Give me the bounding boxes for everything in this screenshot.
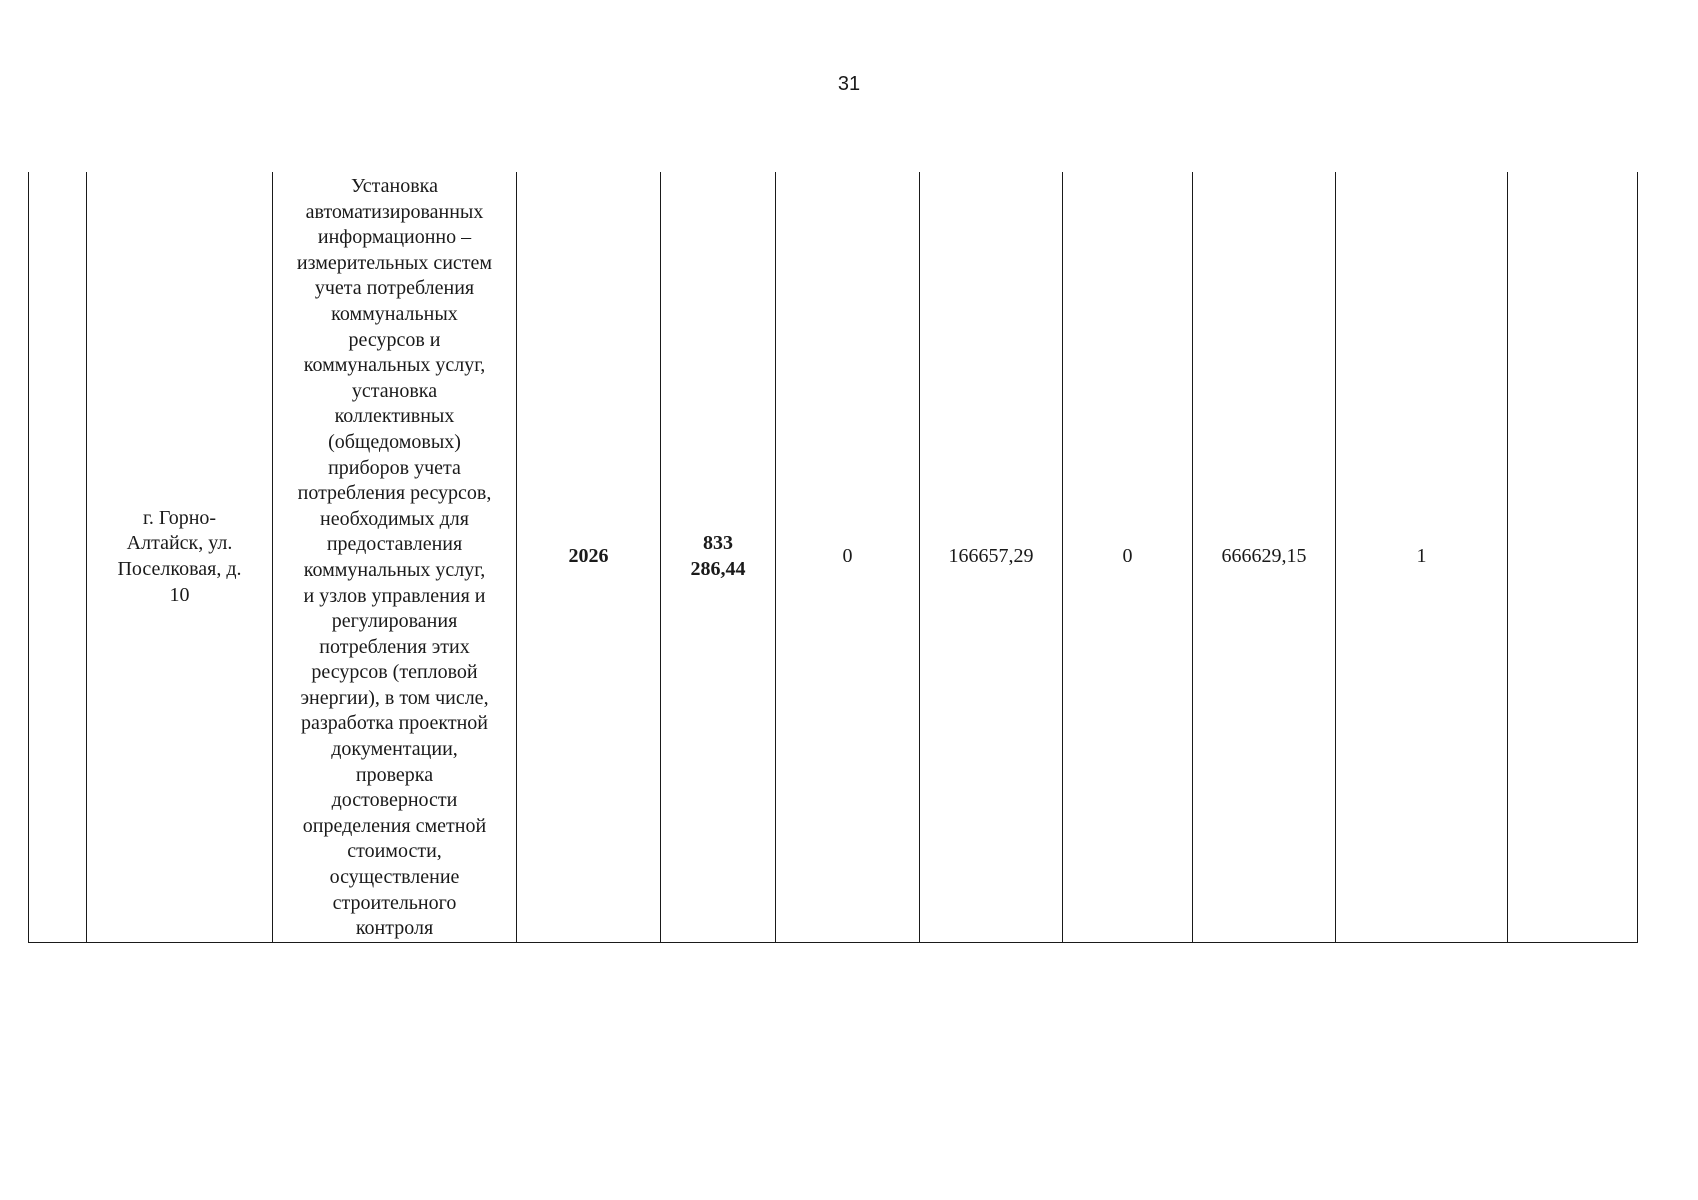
work-line: автоматизированных [305, 200, 484, 223]
total-cost-line: 833 [703, 532, 733, 555]
work-line: установка [351, 379, 438, 402]
work-line: достоверности [331, 789, 458, 812]
work-line: осуществление [329, 866, 460, 889]
work-line: контроля [355, 917, 434, 940]
work-line: учета потребления [314, 277, 475, 300]
work-line: предоставления [326, 533, 463, 556]
work-line: регулирования [331, 610, 458, 633]
work-line: необходимых для [320, 507, 469, 530]
page-number: 31 [837, 73, 861, 95]
address-line: Поселковая, д. [117, 557, 242, 580]
work-line: (общедомовых) [328, 430, 461, 453]
work-line: ресурсов (тепловой [311, 661, 478, 684]
work-line: строительного [332, 891, 457, 914]
year-cell: 2026 [517, 172, 661, 942]
value-cell: 0 [776, 172, 920, 942]
address-cell [87, 172, 273, 942]
work-line: коммунальных [331, 302, 458, 325]
address-line: г. Горно- [142, 506, 217, 529]
address-line: 10 [169, 583, 190, 606]
row-index-cell [29, 172, 87, 942]
work-line: проверка [355, 763, 434, 786]
program-table [28, 172, 1637, 943]
work-line: ресурсов и [348, 328, 441, 351]
total-cost-line: 286,44 [690, 557, 746, 580]
work-line: коллективных [334, 405, 455, 428]
work-line: коммунальных услуг, [303, 354, 486, 377]
value-cell: 0 [1063, 172, 1193, 942]
work-line: измерительных систем [296, 251, 493, 274]
work-line: и узлов управления и [303, 584, 486, 607]
work-line: энергии), в том числе, [300, 686, 489, 709]
work-line: Установка [351, 175, 438, 197]
value-cell: 166657,29 [920, 172, 1063, 942]
work-line: стоимости, [347, 840, 442, 863]
work-line: определения сметной [302, 814, 487, 837]
work-line: информационно – [317, 226, 472, 249]
value-cell [1508, 172, 1638, 942]
work-line: коммунальных услуг, [303, 558, 486, 581]
address-line: Алтайск, ул. [126, 532, 233, 555]
value-cell: 666629,15 [1193, 172, 1336, 942]
value-cell: 1 [1336, 172, 1508, 942]
work-line: приборов учета [328, 456, 461, 479]
work-line: потребления ресурсов, [297, 482, 492, 505]
work-line: документации, [331, 738, 458, 761]
table-body [28, 172, 1638, 943]
table-row [29, 172, 1638, 942]
total-cost-cell [661, 172, 776, 942]
work-line: разработка проектной [300, 712, 489, 735]
work-line: потребления этих [319, 635, 470, 658]
work-description-cell [273, 172, 517, 942]
